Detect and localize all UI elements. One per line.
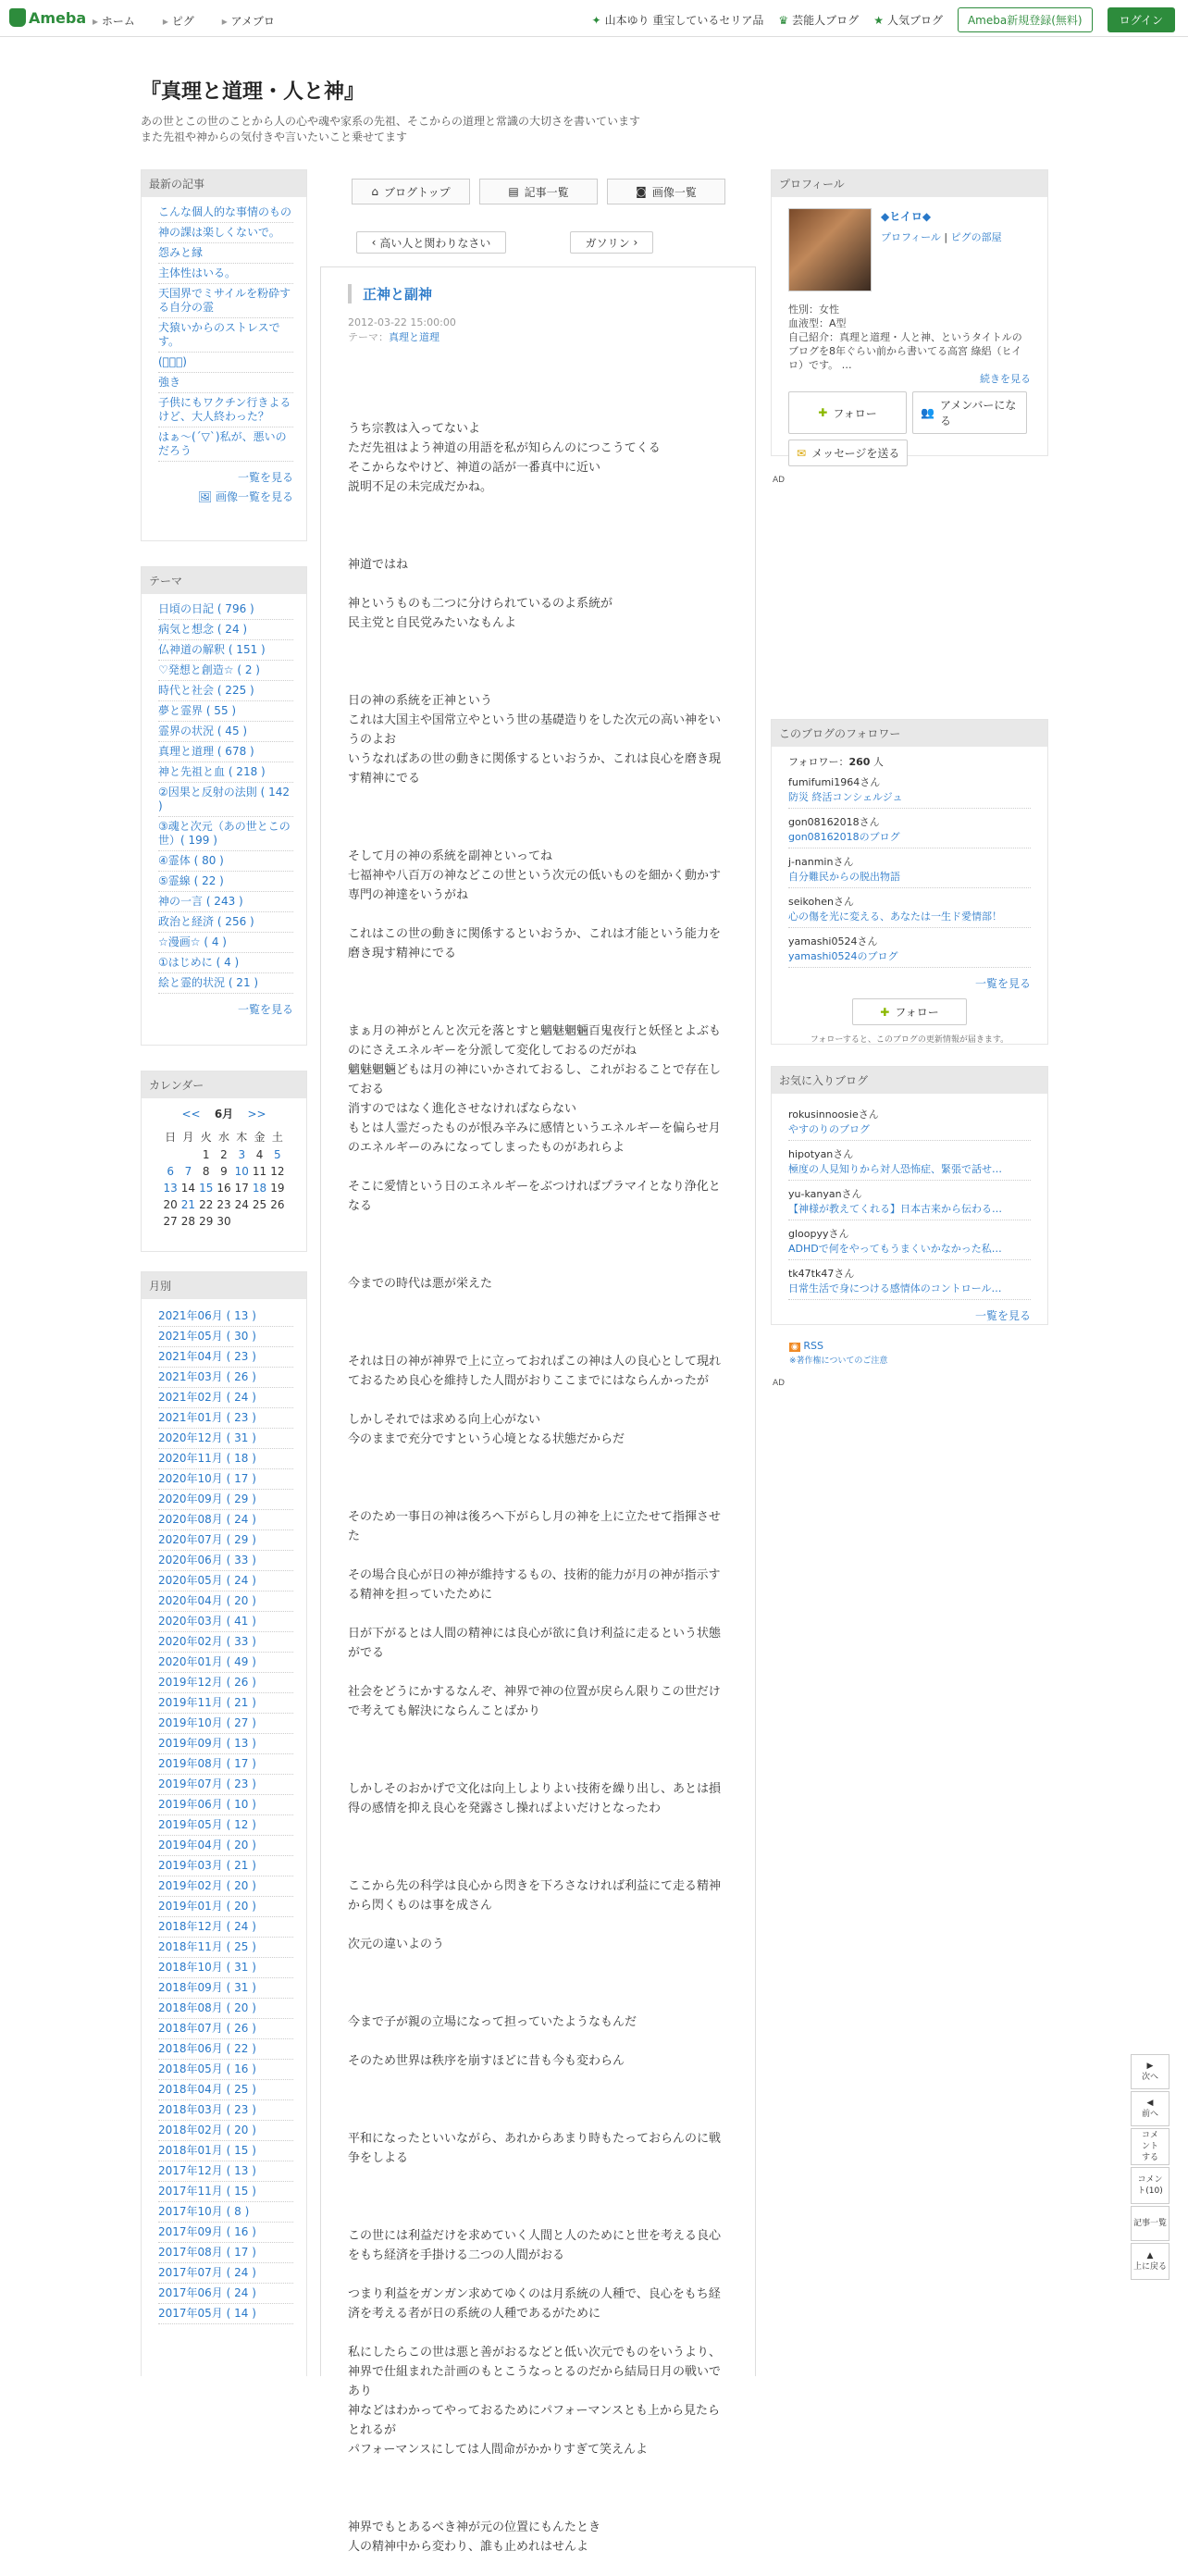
calendar-day: 17 (234, 1182, 249, 1195)
star-icon: ✦ (591, 13, 601, 27)
month-item[interactable]: 2017年11月 ( 15 ) (158, 2182, 293, 2202)
article-paragraph (348, 1313, 723, 1332)
image-icon: 🖼 (197, 490, 213, 503)
theme-item[interactable]: 霊界の状況 ( 45 ) (158, 722, 293, 742)
calendar-weekday: 土 (271, 1131, 283, 1144)
follower-blog-link[interactable]: 心の傷を光に変える、あなたは一生ド愛情部！ (788, 909, 1031, 928)
month-item[interactable]: 2021年02月 ( 24 ) (158, 1388, 293, 1408)
favorite-list (788, 1107, 1031, 1300)
month-item[interactable]: 2019年06月 ( 10 ) (158, 1795, 293, 1815)
favorite-blog-link[interactable]: 日常生活で身につける感情体のコントロール… (788, 1281, 1031, 1300)
theme-more-link[interactable]: 一覧を見る (237, 1003, 293, 1016)
register-button[interactable]: Ameba新規登録(無料) (958, 7, 1093, 32)
article-paragraph (348, 652, 723, 672)
theme-item[interactable]: 政治と経済 ( 256 ) (158, 912, 293, 933)
article-paragraph (348, 983, 723, 1002)
chevron-right-icon: › (633, 236, 638, 249)
article-paragraph: 社会をどうにかするなんぞ、神界で神の位置が戻らん限りこの世だけで考えても解決にならんことばかり (348, 1685, 721, 1718)
month-item[interactable]: 2018年06月 ( 22 ) (158, 2039, 293, 2060)
article-paragraph: しかしそれでは求める向上心がない 今のままで充分ですという心境となる状態だからだ (348, 1413, 625, 1446)
follower-blog-link[interactable]: yamashi0524のブログ (788, 948, 1031, 968)
float-comment-button[interactable]: コメントする (1131, 2128, 1169, 2165)
calendar-day[interactable]: 7 (184, 1165, 192, 1178)
blog-tabs (352, 179, 725, 204)
follower-blog-link[interactable]: 自分難民からの脱出物語 (788, 869, 1031, 888)
header-right (592, 7, 1175, 32)
favorite-name[interactable]: tk47tk47さん (788, 1268, 855, 1280)
trending-item[interactable]: ✦ 山本ゆり 重宝しているセリア品 (591, 13, 764, 27)
calendar-day[interactable]: 15 (199, 1182, 214, 1195)
month-item[interactable]: 2020年11月 ( 18 ) (158, 1449, 293, 1469)
calendar-day: 1 (202, 1148, 210, 1161)
theme-item[interactable]: ①はじめに ( 4 ) (158, 953, 293, 973)
calendar-day[interactable]: 6 (167, 1165, 174, 1178)
calendar-day (251, 1213, 268, 1230)
favorites-box (771, 1066, 1048, 1325)
month-item[interactable]: 2018年12月 ( 24 ) (158, 1917, 293, 1938)
month-item[interactable]: 2019年05月 ( 12 ) (158, 1815, 293, 1836)
theme-box (141, 566, 307, 1046)
theme-item[interactable]: ②因果と反射の法則 ( 142 ) (158, 783, 293, 817)
theme-item[interactable]: 仏神道の解釈 ( 151 ) (158, 640, 293, 661)
month-item[interactable]: 2020年12月 ( 31 ) (158, 1429, 293, 1449)
favorites-header: お気に入りブログ (772, 1067, 1047, 1094)
triangle-up-icon: ▲ (1146, 2251, 1154, 2260)
month-item[interactable]: 2018年03月 ( 23 ) (158, 2100, 293, 2121)
rss-area (789, 1340, 887, 1366)
follower-name[interactable]: fumifumi1964さん (788, 776, 881, 788)
article-paragraph: 平和になったといいながら、あれからあまり時もたっておらんのに戦争をしよる (348, 2132, 722, 2165)
theme-list (142, 594, 306, 997)
month-item[interactable]: 2020年06月 ( 33 ) (158, 1551, 293, 1571)
calendar-day: 22 (199, 1198, 214, 1211)
calendar-grid (162, 1127, 287, 1230)
monthly-list (142, 1299, 306, 2328)
theme-item[interactable]: 真理と道理 ( 678 ) (158, 742, 293, 762)
calendar-header: カレンダー (142, 1071, 306, 1098)
month-item[interactable]: 2019年07月 ( 23 ) (158, 1775, 293, 1795)
follower-name[interactable]: gon08162018さん (788, 816, 880, 828)
next-article-button[interactable]: ガソリン › (570, 231, 653, 254)
recent-article-item[interactable]: はぁ〜(´▽`)私が、悪いのだろう (158, 427, 293, 462)
float-article-list[interactable]: 記事一覧 (1131, 2206, 1169, 2241)
send-message-button[interactable]: ✉ メッセージを送る (788, 440, 908, 466)
article-paragraph: ここから先の科学は良心から閃きを下ろさなければ利益にて走る精神から閃くものは事を成さん (348, 1879, 722, 1913)
blog-header (141, 76, 973, 145)
month-item[interactable]: 2021年03月 ( 26 ) (158, 1368, 293, 1388)
float-top-button[interactable]: ▲ 上に戻る (1131, 2243, 1169, 2280)
article-body (348, 419, 723, 2576)
article-paragraph: これはこの世の動きに関係するといおうか、これは才能という能力を磨き現す精神にでる (348, 927, 722, 960)
tab-blog-top[interactable]: ⌂ ブログトップ (352, 179, 470, 204)
month-item[interactable]: 2021年06月 ( 13 ) (158, 1307, 293, 1327)
article-paragraph (348, 2090, 723, 2110)
profile-blood: 血液型：A型 (788, 317, 847, 329)
calendar-day: 28 (180, 1215, 196, 1228)
calendar-day[interactable]: 3 (238, 1148, 246, 1161)
calendar-day: 11 (252, 1165, 267, 1178)
article-paragraph: 神というものも二つに分けられているのよ系統が 民主党と自民党みたいなもんよ (348, 597, 613, 630)
nav-pigg[interactable]: ▸ ピグ (163, 13, 194, 29)
month-item[interactable]: 2018年07月 ( 26 ) (158, 2019, 293, 2039)
month-item[interactable]: 2020年04月 ( 20 ) (158, 1591, 293, 1612)
calendar-month: 6月 (214, 1108, 234, 1121)
favorite-blog-link[interactable]: やすのりのブログ (788, 1121, 1031, 1141)
celebrity-blog-link[interactable]: ♛ 芸能人ブログ (778, 13, 860, 27)
follower-name[interactable]: seikohenさん (788, 896, 854, 908)
profile-sex: 性別：女性 (788, 303, 839, 316)
month-item[interactable]: 2017年09月 ( 16 ) (158, 2223, 293, 2243)
global-header (0, 0, 1188, 37)
profile-header: プロフィール (772, 170, 1047, 197)
follower-name[interactable]: yamashi0524さん (788, 935, 878, 947)
calendar-day: 2 (220, 1148, 228, 1161)
article-paragraph: 今まで子が親の立場になって担っていたようなもんだ (348, 2015, 637, 2029)
article-paragraph: それは日の神が神界で上に立っておればこの神は人の良心として現れておるため良心を維持した人間がおりここまでにはならんかったが (348, 1355, 722, 1388)
profile-box: プロフィール ◆ヒイロ◆ プロフィール | ピグの部屋 性別：女性 血液型：A型 自己紹介：真理と道理・人と神、というタイトルのブログを8年ぐらい前から書いてる高宮 綠絽（ヒイロ）です。 … 続きを見る ✚ フォロー 👥 アメンバーになる ✉ メッセージを送る (771, 169, 1048, 456)
favorites-more-link[interactable]: 一覧を見る (974, 1309, 1031, 1322)
global-nav (93, 13, 275, 29)
calendar-day: 16 (217, 1182, 231, 1195)
article-paragraph: 日の神の系統を正神という これは大国主や国常立やという世の基礎造りをした次元の高い神をいうのよお いうなればあの世の動きに関係するといおうか、これは良心を磨き現す精神にでる (348, 694, 722, 786)
month-item[interactable]: 2018年01月 ( 15 ) (158, 2141, 293, 2161)
article-paragraph: 日が下がるとは人間の精神には良心が欲に負け利益に走るという状態がでる (348, 1627, 722, 1660)
calendar-day (268, 1213, 286, 1230)
article-meta: 2012-03-22 15:00:00 テーマ：真理と道理 (348, 316, 456, 343)
favorite-blog-link[interactable]: 極度の人見知りから対人恐怖症、緊張で話せ… (788, 1161, 1031, 1181)
rss-link[interactable]: RSS (803, 1340, 823, 1352)
month-item[interactable]: 2019年01月 ( 20 ) (158, 1897, 293, 1917)
recent-articles-list (142, 197, 306, 465)
month-item[interactable]: 2020年08月 ( 24 ) (158, 1510, 293, 1530)
login-button[interactable]: ログイン (1108, 7, 1175, 32)
article-paragraph: 神界でもとあるべき神が元の位置にもんたとき 人の精神中から変わり、誰も止めれはせんよ (348, 2520, 601, 2554)
article-paragraph: その場合良心が日の神が維持するもの、技術的能力が月の神が指示する精神を担っていたために (348, 1568, 721, 1602)
month-item[interactable]: 2018年10月 ( 31 ) (158, 1958, 293, 1978)
follower-name[interactable]: j-nanminさん (788, 856, 854, 868)
article-theme-link[interactable]: 真理と道理 (389, 331, 439, 343)
blog-title[interactable]: 『真理と道理・人と神』 (141, 80, 365, 104)
month-item[interactable]: 2018年02月 ( 20 ) (158, 2121, 293, 2141)
month-item[interactable]: 2017年10月 ( 8 ) (158, 2202, 293, 2223)
article-paragraph (348, 1740, 723, 1760)
theme-item[interactable]: ☆漫画☆ ( 4 ) (158, 933, 293, 953)
theme-item[interactable]: 病気と想念 ( 24 ) (158, 620, 293, 640)
recent-articles-header: 最新の記事 (142, 170, 306, 197)
calendar-weekday: 火 (200, 1131, 212, 1144)
article-paragraph (348, 516, 723, 536)
theme-item[interactable]: 神の一言 ( 243 ) (158, 892, 293, 912)
envelope-icon: ✉ (797, 446, 807, 460)
month-item[interactable]: 2017年07月 ( 24 ) (158, 2263, 293, 2284)
month-item[interactable]: 2018年11月 ( 25 ) (158, 1938, 293, 1958)
month-item[interactable]: 2017年05月 ( 14 ) (158, 2304, 293, 2324)
nav-home[interactable]: ▸ ホーム (93, 13, 135, 29)
recent-article-item[interactable]: (ﾟｰﾟ) (158, 353, 293, 373)
article-paragraph: そのため世界は秩序を崩すほどに昔も今も変わらん (348, 2054, 625, 2068)
float-comment-count[interactable]: コメント(10) (1131, 2167, 1169, 2204)
calendar-day[interactable]: 13 (163, 1182, 178, 1195)
month-item[interactable]: 2017年08月 ( 17 ) (158, 2243, 293, 2263)
crown-icon: ♛ (778, 13, 789, 27)
users-icon: 👥 (921, 406, 934, 419)
theme-item[interactable]: 夢と霊界 ( 55 ) (158, 701, 293, 722)
article-paragraph (348, 1235, 723, 1255)
article-paragraph (348, 2479, 723, 2498)
article-paragraph: 神道ではね (348, 558, 409, 572)
calendar-day[interactable]: 21 (180, 1198, 196, 1211)
article-paragraph: この世には利益だけを求めていく人間と人のためにと世を考える良心をもち経済を手掛ける二つの人間がおる (348, 2229, 722, 2262)
follower-list (788, 774, 1031, 968)
theme-item[interactable]: ③魂と次元（あの世とこの世）( 199 ) (158, 817, 293, 851)
article (320, 266, 756, 2554)
month-item[interactable]: 2019年10月 ( 27 ) (158, 1714, 293, 1734)
document-icon: ▤ (508, 185, 519, 198)
article-paragraph (348, 1468, 723, 1488)
recent-article-item[interactable]: 子供にもワクチン行きよるけど、大人終わった？ (158, 393, 293, 427)
article-paragraph: そのため一事日の神は後ろへ下がらし月の神を上に立たせて指揮させた (348, 1510, 722, 1543)
month-item[interactable]: 2018年04月 ( 25 ) (158, 2080, 293, 2100)
recent-article-item[interactable]: 天国界でミサイルを粉砕する自分の霊 (158, 284, 293, 318)
month-item[interactable]: 2019年11月 ( 21 ) (158, 1693, 293, 1714)
profile-name[interactable]: ◆ヒイロ◆ (881, 210, 932, 223)
month-item[interactable]: 2018年09月 ( 31 ) (158, 1978, 293, 1999)
calendar-box (141, 1071, 307, 1252)
article-paragraph (348, 1974, 723, 1993)
calendar-day: 24 (234, 1198, 249, 1211)
recent-article-item[interactable]: 強き (158, 373, 293, 393)
calendar-day[interactable]: 5 (274, 1148, 281, 1161)
article-date: 2012-03-22 15:00:00 (348, 316, 456, 328)
follower-blog-link[interactable]: 防災 終活コンシェルジュ (788, 789, 1031, 809)
article-paragraph: 次元の違いよのう (348, 1938, 445, 1951)
month-item[interactable]: 2020年10月 ( 17 ) (158, 1469, 293, 1490)
image-list-link[interactable]: 🖼 画像一覧を見る (197, 490, 293, 503)
monthly-header: 月別 (142, 1272, 306, 1299)
month-item[interactable]: 2019年03月 ( 21 ) (158, 1856, 293, 1876)
follower-count: 260 (848, 756, 871, 768)
article-paragraph: まぁ月の神がとんと次元を落とすと魑魅魍魎百鬼夜行と妖怪とよぶものにさえエネルギーを分派して変化しておるのだがね 魑魅魍魎どもは月の神にいかされておるし、これがおることで存在しておる 消すのではなく進化させなければならない もとは人霊だったものが恨み辛みに感情というエネルギーを偏らせ月のエネルギーのみになってしまったものがあれらよ (348, 1024, 722, 1155)
month-item[interactable]: 2017年06月 ( 24 ) (158, 2284, 293, 2304)
month-item[interactable]: 2020年01月 ( 49 ) (158, 1653, 293, 1673)
month-item[interactable]: 2020年02月 ( 33 ) (158, 1632, 293, 1653)
favorite-blog-link[interactable]: 【神様が教えてくれる】日本古来から伝わる… (788, 1201, 1031, 1220)
article-paragraph: そこに愛情という日のエネルギーをぶつければプラマイとなり浄化となる (348, 1180, 721, 1213)
month-item[interactable]: 2021年04月 ( 23 ) (158, 1347, 293, 1368)
chevron-left-icon: ‹ (371, 236, 377, 249)
month-item[interactable]: 2020年09月 ( 29 ) (158, 1490, 293, 1510)
follow-button[interactable]: ✚ フォロー (788, 391, 907, 434)
monthly-archive-box (141, 1271, 307, 2376)
profile-link[interactable]: プロフィール (881, 231, 941, 243)
article-paragraph: しかしそのおかげで文化は向上しよりよい技術を繰り出し、あとは損得の感情を抑え良心を発露さし操ればよいだけとなったわ (348, 1782, 722, 1815)
recent-articles-box (141, 169, 307, 541)
float-next-button[interactable]: ▶ 次へ (1131, 2054, 1169, 2089)
month-item[interactable]: 2019年09月 ( 13 ) (158, 1734, 293, 1754)
ad-label: AD (773, 476, 786, 485)
theme-item[interactable]: ④霊体 ( 80 ) (158, 851, 293, 872)
month-item[interactable]: 2019年12月 ( 26 ) (158, 1673, 293, 1693)
copyright-note-link[interactable]: ※著作権についてのご注意 (789, 1356, 888, 1366)
calendar-day: 25 (252, 1198, 267, 1211)
theme-header: テーマ (142, 567, 306, 594)
recent-article-item[interactable]: 犬猿いからのストレスです。 (158, 318, 293, 353)
theme-item[interactable]: 時代と社会 ( 225 ) (158, 681, 293, 701)
calendar-day: 9 (220, 1165, 228, 1178)
recent-more-link[interactable]: 一覧を見る (237, 471, 293, 484)
calendar-next[interactable]: >> (247, 1108, 266, 1121)
calendar (142, 1098, 306, 1243)
calendar-weekday: 木 (236, 1131, 248, 1144)
calendar-weekday: 水 (217, 1131, 229, 1144)
plus-icon: ✚ (880, 1005, 890, 1019)
month-item[interactable]: 2019年02月 ( 20 ) (158, 1876, 293, 1897)
month-item[interactable]: 2020年07月 ( 29 ) (158, 1530, 293, 1551)
tab-article-list[interactable]: ▤ 記事一覧 (479, 179, 598, 204)
calendar-day: 27 (163, 1215, 178, 1228)
article-title[interactable]: 正神と副神 (348, 284, 432, 303)
nav-ameblo[interactable]: ▸ アメブロ (222, 13, 275, 29)
recent-article-item[interactable]: こんな個人的な事情のもの (158, 203, 293, 223)
calendar-weekday: 月 (182, 1131, 194, 1144)
calendar-day: 12 (270, 1165, 285, 1178)
month-item[interactable]: 2018年08月 ( 20 ) (158, 1999, 293, 2019)
calendar-day: 4 (255, 1148, 264, 1161)
prev-article-button[interactable]: ‹ 高い人と関わりなさい (356, 231, 506, 254)
favorite-name[interactable]: yu-kanyanさん (788, 1188, 862, 1200)
calendar-day (162, 1146, 179, 1163)
calendar-prev[interactable]: << (181, 1108, 201, 1121)
article-paragraph (348, 1838, 723, 1857)
favorite-name[interactable]: hipotyanさん (788, 1148, 854, 1160)
recent-article-item[interactable]: 神の課は楽しくないで。 (158, 223, 293, 243)
month-item[interactable]: 2021年05月 ( 30 ) (158, 1327, 293, 1347)
month-item[interactable]: 2020年03月 ( 41 ) (158, 1612, 293, 1632)
calendar-day (233, 1213, 251, 1230)
camera-icon: ◙ (636, 185, 647, 198)
calendar-day[interactable]: 18 (252, 1182, 267, 1195)
article-paragraph (348, 808, 723, 827)
home-icon: ⌂ (371, 185, 378, 198)
calendar-day[interactable]: 10 (234, 1165, 249, 1178)
calendar-day: 14 (180, 1182, 196, 1195)
theme-item[interactable]: ♡発想と創造☆ ( 2 ) (158, 661, 293, 681)
article-paragraph: 私にしたらこの世は悪と善がおるなどと低い次元でものをいうより、神界で仕組まれた計画のもとこうなっとるのだから結局日月の戦いであり 神などはわかってやっておるためにパフォーマンスとも上から見たらとれるが パフォーマンスにしては人間命がかかりすぎて笑えんよ (348, 2346, 722, 2457)
ameba-logo[interactable]: Ameba (9, 8, 86, 27)
profile-avatar[interactable] (788, 208, 872, 291)
follow-note: フォローすると、このブログの更新情報が届きます。 (810, 1035, 1009, 1045)
followers-more-link[interactable]: 一覧を見る (974, 977, 1031, 990)
favorite-name[interactable]: gloopyyさん (788, 1228, 849, 1240)
calendar-day (179, 1146, 197, 1163)
popular-blog-link[interactable]: ★ 人気ブログ (873, 13, 943, 27)
follower-blog-link[interactable]: gon08162018のブログ (788, 829, 1031, 848)
theme-item[interactable]: ⑤霊線 ( 22 ) (158, 872, 293, 892)
amember-button[interactable]: 👥 アメンバーになる (912, 391, 1027, 434)
tab-image-list[interactable]: ◙ 画像一覧 (607, 179, 725, 204)
calendar-day: 19 (270, 1182, 285, 1195)
ad-label-2: AD (773, 1379, 786, 1388)
theme-item[interactable]: 神と先祖と血 ( 218 ) (158, 762, 293, 783)
star-icon: ★ (873, 13, 884, 27)
calendar-weekday: 金 (254, 1131, 266, 1144)
favorite-name[interactable]: rokusinnoosieさん (788, 1108, 879, 1121)
plus-icon: ✚ (818, 406, 828, 419)
article-paragraph (348, 2187, 723, 2207)
theme-item[interactable]: 日頃の日記 ( 796 ) (158, 600, 293, 620)
profile-intro: 自己紹介：真理と道理・人と神、というタイトルのブログを8年ぐらい前から書いてる高宮 綠絽（ヒイロ）です。 … (788, 331, 1022, 371)
follow-button-2[interactable]: ✚ フォロー (852, 998, 967, 1025)
calendar-day: 29 (199, 1215, 214, 1228)
article-paragraph: 今までの時代は悪が栄えた (348, 1277, 493, 1291)
triangle-right-icon: ▶ (1146, 2062, 1154, 2071)
month-item[interactable]: 2019年08月 ( 17 ) (158, 1754, 293, 1775)
calendar-day: 8 (202, 1165, 210, 1178)
month-item[interactable]: 2017年12月 ( 13 ) (158, 2161, 293, 2182)
rss-icon: ◉ (791, 1343, 798, 1352)
float-prev-button[interactable]: ◀ 前へ (1131, 2091, 1169, 2126)
calendar-weekday: 日 (165, 1131, 177, 1144)
calendar-day: 26 (270, 1198, 285, 1211)
triangle-left-icon: ◀ (1146, 2099, 1154, 2108)
recent-article-item[interactable]: 怨みと縁 (158, 243, 293, 264)
pigg-room-link[interactable]: ピグの部屋 (950, 231, 1002, 243)
calendar-day: 20 (163, 1198, 178, 1211)
profile-more-link[interactable]: 続きを見る (980, 373, 1031, 385)
article-paragraph: そして月の神の系統を副神といってね 七福神や八百万の神などこの世という次元の低いものを細かく動かす専門の神達をいうがね (348, 849, 722, 902)
followers-header: このブログのフォロワー (772, 720, 1047, 747)
article-paragraph: うち宗教は入ってないよ ただ先祖はよう神道の用語を私が知らんのにつこうてくる そこからなやけど、神道の話が一番真中に近い 説明不足の未完成だかね。 (348, 422, 661, 494)
article-paragraph: つまり利益をガンガン求めてゆくのは月系統の人種で、良心をもち経済を考える者が日の系統の人種であるがために (348, 2287, 721, 2321)
theme-item[interactable]: 絵と霊的状況 ( 21 ) (158, 973, 293, 994)
recent-article-item[interactable]: 主体性はいる。 (158, 264, 293, 284)
favorite-blog-link[interactable]: ADHDで何をやってもうまくいかなかった私… (788, 1241, 1031, 1260)
calendar-day: 30 (217, 1215, 231, 1228)
month-item[interactable]: 2018年05月 ( 16 ) (158, 2060, 293, 2080)
blog-description: あの世とこの世のことから人の心や魂や家系の先祖、そこからの道理と常識の大切さを書いています また先祖や神からの気付きや言いたいこと乗せてます (141, 115, 641, 143)
followers-box: このブログのフォロワー フォロワー：260 人 fumifumi1964さん 防災 終活コンシェルジュ gon08162018さん gon08162018のブログ j-nanminさん 自分難民からの脱出物語 seikohenさん 心の傷を光に変える、あなたは一生ド愛情部！ yamashi0524さん yamashi0524のブログ 一覧を見る ✚ フォロー フォローすると、このブログの更新情報が届きます。 (771, 719, 1048, 1045)
calendar-day: 23 (217, 1198, 231, 1211)
month-item[interactable]: 2019年04月 ( 20 ) (158, 1836, 293, 1856)
month-item[interactable]: 2021年01月 ( 23 ) (158, 1408, 293, 1429)
month-item[interactable]: 2020年05月 ( 24 ) (158, 1571, 293, 1591)
ameba-logo-icon (9, 8, 26, 27)
